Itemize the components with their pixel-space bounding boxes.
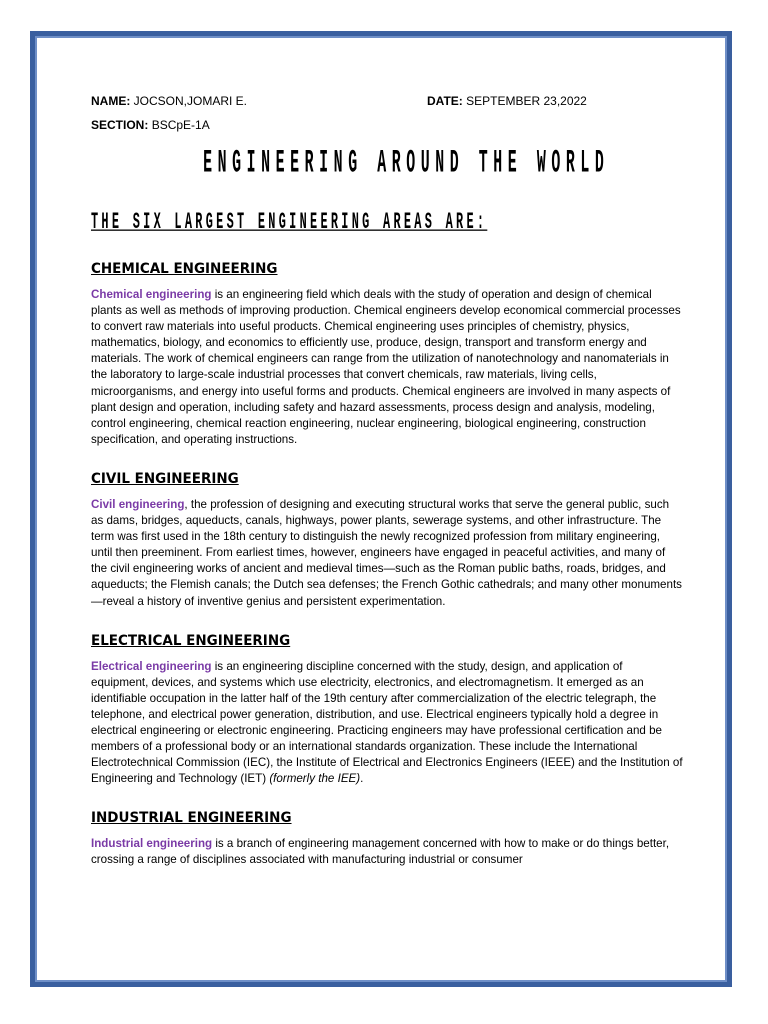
document-page bbox=[30, 31, 732, 987]
name-label: NAME: bbox=[91, 94, 131, 108]
section-term: Industrial engineering bbox=[91, 837, 213, 851]
date-label: DATE: bbox=[427, 94, 463, 108]
date-field bbox=[427, 92, 587, 110]
section-value: BSCpE-1A bbox=[151, 118, 210, 132]
section-heading: INDUSTRIAL ENGINEERING bbox=[91, 810, 292, 827]
name-date-row bbox=[91, 92, 681, 110]
section-electrical bbox=[91, 632, 681, 788]
name-field bbox=[91, 92, 427, 110]
section-text: is a branch of engineering management concerned with how to make or do things better, crossing a range of disciplines associated with manufacturing industrial or consumer bbox=[91, 837, 670, 867]
section-row bbox=[91, 116, 681, 134]
section-paragraph bbox=[91, 659, 683, 788]
section-term: Civil engineering bbox=[91, 497, 185, 511]
document-content: NAME: JOCSON,JOMARI E. DATE: SEPTEMBER 23,2022 SECTION: BSCpE-1A ENGINEERING AROUND THE WORLD THE SIX LARGEST ENGINEERING AREAS ARE: CHEMICAL ENGINEERING Chemical engineering is an engineering field which deals with the study of operation and design of chemical plants as well as methods of improving production. Chemical engineers develop economical commercial processes to convert raw materials into useful products. Chemical engineering uses principles of chemistry, physics, mathematics, biology, and economics to efficiently use, produce, design, transport and transform energy and materials. The work of chemical engineers can range from the utilization of nanotechnology and nanomaterials in the laboratory to large-scale industrial processes that convert chemicals, raw materials, living cells, microorganisms, and energy into useful forms and products. Chemical engineers are involved in many aspects of plant design and operation, including safety and hazard assessments, process design and analysis, modeling, control engineering, chemical reaction engineering, nuclear engineering, biological engineering, construction specification, and operating instructions. CIVIL ENGINEERING Civil engineering, the profession of designing and executing structural works that serve the general public, such as dams, bridges, aqueducts, canals, highways, power plants, sewerage systems, and other infrastructure. The term was first used in the 18th century to distinguish the newly recognized profession from military engineering, until then preeminent. From earliest times, however, engineers have engaged in peaceful activities, and many of the civil engineering works of ancient and medieval times—such as the Roman public baths, roads, bridges, and aqueducts; the Flemish canals; the Dutch sea defenses; the French Gothic cathedrals; and many other monuments—reveal a history of inventive genius and persistent experimentation. ELECTRICAL ENGINEERING Electrical engineering is an engineering discipline concerned with the study, design, and application of equipment, devices, and systems which use electricity, electronics, and electromagnetism. It emerged as an identifiable occupation in the latter half of the 19th century after commercialization of the electric telegraph, the telephone, and electrical power generation, distribution, and use. Electrical engineers typically hold a degree in electrical engineering or electronic engineering. Practicing engineers may have professional certification and be members of a professional body or an international standards organization. These include the International Electrotechnical Commission (IEC), the Institute of Electrical and Electronics Engineers (IEEE) and the Institution of Engineering and Technology (IET) (formerly the IEE). INDUSTRIAL ENGINEERING Industrial engineering is a branch of engineering management concerned with how to make or do things better, crossing a range of disciplines associated with manufacturing industrial or consumer bbox=[91, 92, 681, 869]
section-text: , the profession of designing and executing structural works that serve the general public, such as dams, bridges, aqueducts, canals, highways, power plants, sewerage systems, and other infrastructure. The term was first used in the 18th century to distinguish the newly recognized profession from military engineering, until then preeminent. From earliest times, however, engineers have engaged in peaceful activities, and many of the civil engineering works of ancient and medieval times—such as the Roman public baths, roads, bridges, and aqueducts; the Flemish canals; the Dutch sea defenses; the French Gothic cathedrals; and many other monuments—reveal a history of inventive genius and persistent experimentation. bbox=[91, 497, 682, 608]
section-tail: . bbox=[360, 772, 364, 786]
section-term: Chemical engineering bbox=[91, 288, 212, 301]
sections-container bbox=[91, 260, 681, 869]
name-value: JOCSON,JOMARI E. bbox=[133, 94, 248, 108]
page-title bbox=[203, 146, 610, 192]
date-value: SEPTEMBER 23,2022 bbox=[466, 94, 587, 108]
section-chemical bbox=[91, 260, 681, 448]
section-text: is an engineering field which deals with the study of operation and design of chemical plants as well as methods of improving production. Chemical engineers develop economical commercial processes to convert raw materials into useful products. Chemical engineering uses principles of chemistry, physics, mathematics, biology, and economics to efficiently use, produce, design, transport and transform energy and materials. The work of chemical engineers can range from the utilization of nanotechnology and nanomaterials in the laboratory to large-scale industrial processes that convert chemicals, raw materials, living cells, microorganisms, and energy into useful forms and products. Chemical engineers are involved in many aspects of plant design and operation, including safety and hazard assessments, process design and analysis, modeling, control engineering, chemical reaction engineering, nuclear engineering, biological engineering, construction specification, and operating instructions. bbox=[91, 288, 681, 446]
section-paragraph bbox=[91, 836, 683, 868]
section-paragraph bbox=[91, 287, 683, 448]
section-paragraph bbox=[91, 497, 683, 610]
section-civil bbox=[91, 470, 681, 610]
section-field bbox=[91, 116, 210, 134]
section-industrial bbox=[91, 809, 681, 868]
page-title-text: ENGINEERING AROUND THE WORLD bbox=[203, 146, 610, 183]
section-heading: ELECTRICAL ENGINEERING bbox=[91, 632, 291, 649]
section-text: is an engineering discipline concerned with the study, design, and application of equipment, devices, and systems which use electricity, electronics, and electromagnetism. It emerged as an identifiable occupation in the latter half of the 19th century after commercialization of the electric telegraph, the telephone, and electrical power generation, distribution, and use. Electrical engineers typically hold a degree in electrical engineering or electronic engineering. Practicing engineers may have professional certification and be members of a professional body or an international standards organization. These include the International Electrotechnical Commission (IEC), the Institute of Electrical and Electronics Engineers (IEEE) and the Institution of Engineering and Technology (IET) bbox=[91, 659, 683, 786]
section-heading: CHEMICAL ENGINEERING bbox=[91, 261, 278, 277]
section-italic-note: (formerly the IEE) bbox=[269, 772, 361, 786]
section-label: SECTION: bbox=[91, 118, 149, 132]
section-term: Electrical engineering bbox=[91, 659, 212, 673]
section-heading: CIVIL ENGINEERING bbox=[91, 470, 239, 487]
